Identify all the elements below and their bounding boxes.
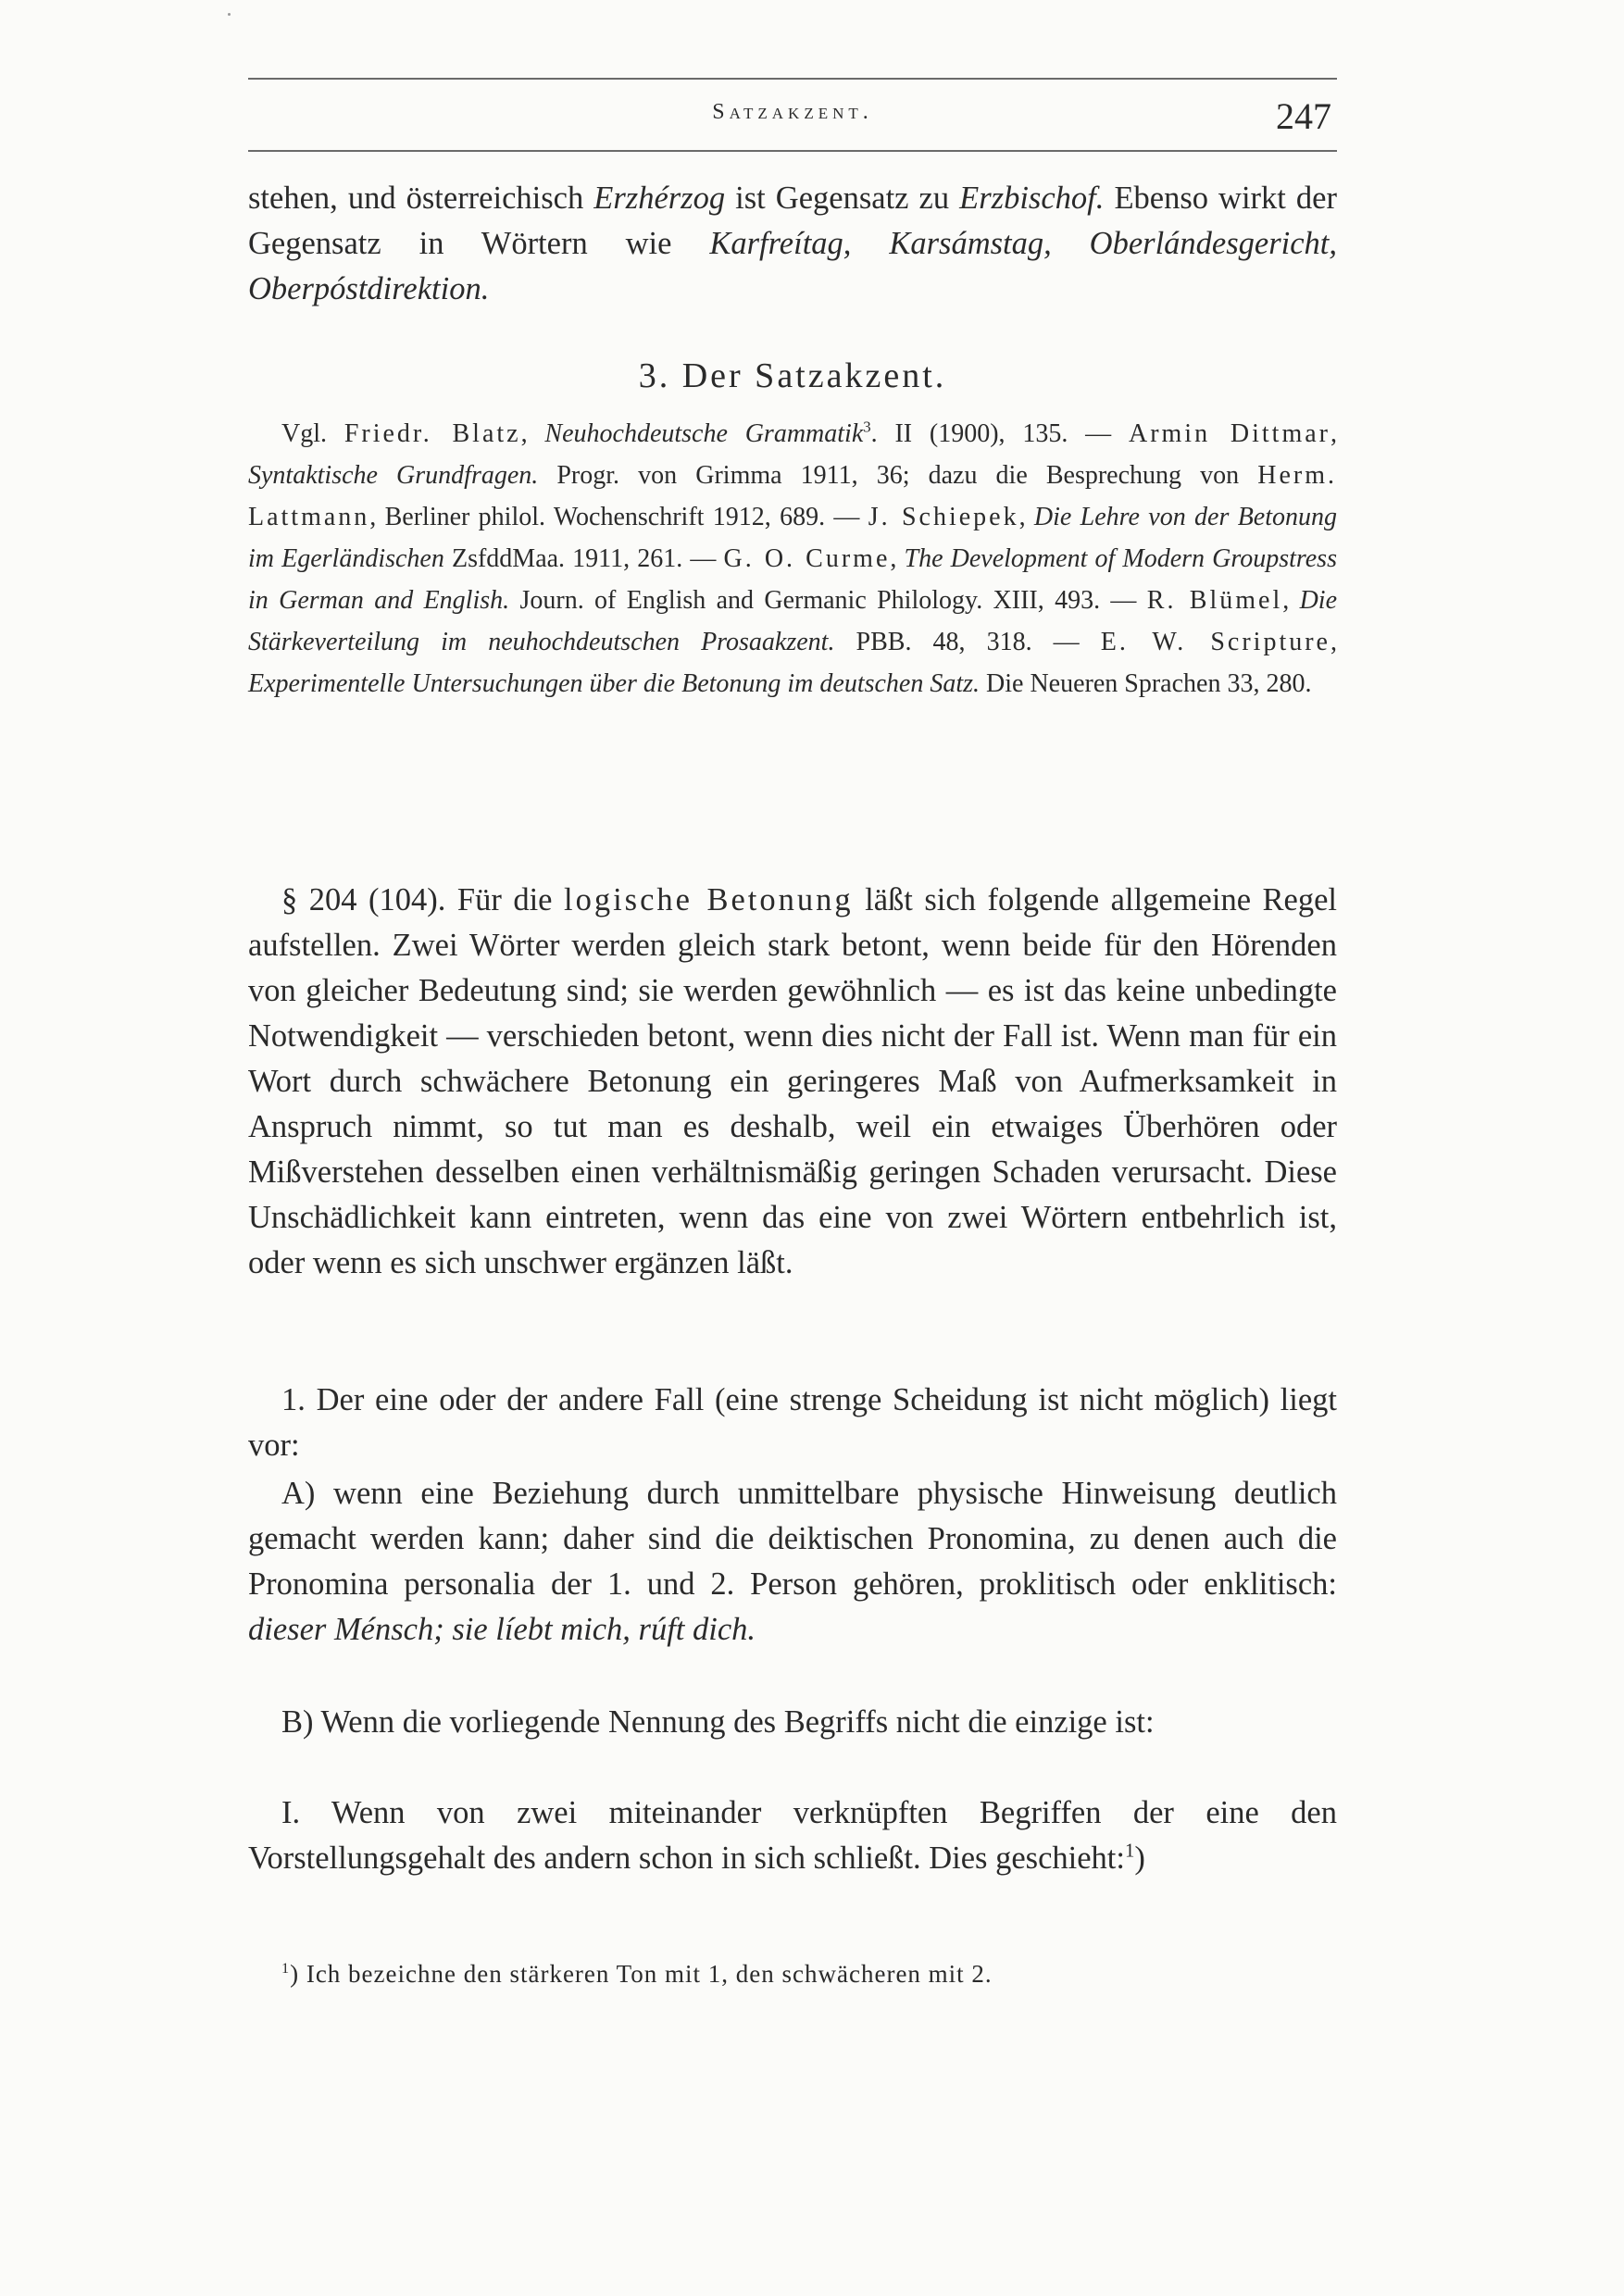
footnote-mark: 1 bbox=[281, 1960, 291, 1977]
paragraph-204 bbox=[248, 878, 1337, 1286]
paragraph-text: I. Wenn von zwei miteinander verknüpften Begriffen der eine den Vorstellungsgehalt des andern schon in sich schließt. Dies geschieht: bbox=[248, 1795, 1337, 1876]
scan-speck bbox=[228, 13, 231, 16]
ref-text: Die Neueren Sprachen 33, 280. bbox=[980, 669, 1312, 698]
example-words: Karfreítag, Karsámstag, Oberlándesgericht, Oberpóstdirektion. bbox=[248, 226, 1338, 306]
ref-title: Experimentelle Untersuchungen über die Betonung im deutschen Satz. bbox=[248, 669, 981, 698]
ref-text: ZsfddMaa. 1911, 261. — bbox=[443, 544, 724, 573]
ref-edition: 3 bbox=[863, 418, 871, 436]
paragraph-text: A) wenn eine Beziehung durch unmittelbare physische Hinweisung deutlich gemacht werden kann; daher sind die deiktischen Pronomina, zu denen auch die Pronomina personalia der 1. und 2. Person gehören, proklitisch oder enklitisch: bbox=[248, 1476, 1337, 1602]
example-word: Erzbischof. bbox=[959, 181, 1105, 216]
header-top-rule bbox=[248, 78, 1337, 80]
footnote-ref: 1 bbox=[1124, 1841, 1135, 1862]
ref-title: Syntaktische Grundfragen. bbox=[248, 461, 539, 490]
paragraph-text: B) Wenn die vorliegende Nennung des Begriffs nicht die einzige ist: bbox=[281, 1704, 1155, 1740]
ref-title: Neuhochdeutsche Grammatik bbox=[544, 419, 864, 448]
paragraph-text: § 204 (104). Für die bbox=[281, 882, 564, 917]
ref-text: , bbox=[1018, 503, 1034, 531]
footnote-text: ) Ich bezeichne den stärkeren Ton mit 1, den schwächeren mit 2. bbox=[290, 1960, 993, 1988]
header-bottom-rule bbox=[248, 150, 1337, 152]
ref-title: Die Stärkeverteilung im neuhochdeutschen Prosaakzent. bbox=[248, 586, 1338, 656]
paragraph-a bbox=[248, 1471, 1337, 1653]
ref-title: The Development of Modern Groupstress in German and English. bbox=[248, 544, 1337, 615]
carryover-text-3: Ebenso wirkt der Gegensatz in Wörtern wie bbox=[248, 181, 1337, 261]
ref-author: E. W. Scripture bbox=[1100, 628, 1330, 656]
carryover-text-1: stehen, und österreichisch bbox=[248, 181, 594, 216]
paragraph-text: ) bbox=[1134, 1841, 1145, 1876]
ref-text: Progr. von Grimma 1911, 36; dazu die Besprechung von bbox=[538, 461, 1258, 490]
ref-text: , bbox=[1330, 419, 1337, 448]
section-heading bbox=[248, 356, 1337, 396]
paragraph-b bbox=[248, 1700, 1337, 1745]
running-title: Satzakzent. bbox=[712, 100, 873, 124]
page-number: 247 bbox=[1276, 95, 1331, 137]
ref-text: Journ. of English and Germanic Philology. XIII, 493. — bbox=[509, 586, 1147, 615]
ref-author: J. Schiepek bbox=[868, 503, 1019, 531]
ref-text: , bbox=[890, 544, 905, 573]
references-block bbox=[248, 413, 1337, 705]
carryover-paragraph bbox=[248, 176, 1337, 312]
ref-author: Armin Dittmar bbox=[1128, 419, 1330, 448]
ref-text: . II (1900), 135. — bbox=[870, 419, 1129, 448]
spaced-term: logische Betonung bbox=[563, 882, 854, 917]
ref-author: R. Blümel bbox=[1146, 586, 1283, 615]
carryover-text-2: ist Gegensatz zu bbox=[725, 181, 960, 216]
ref-text: , bbox=[1282, 586, 1300, 615]
ref-author: G. O. Curme bbox=[723, 544, 891, 573]
ref-author: Friedr. Blatz bbox=[344, 419, 521, 448]
paragraph-1 bbox=[248, 1378, 1337, 1468]
running-head bbox=[248, 94, 1337, 141]
ref-text: PBB. 48, 318. — bbox=[834, 628, 1101, 656]
ref-title: Die Lehre von der Betonung im Egerländischen bbox=[248, 503, 1338, 573]
footnote bbox=[248, 1955, 1337, 1992]
ref-text: , bbox=[1330, 628, 1337, 656]
section-title: 3. Der Satzakzent. bbox=[638, 356, 947, 395]
paragraph-text: läßt sich folgende allgemeine Regel aufstellen. Zwei Wörter werden gleich stark betont, wenn beide für den Hörenden von gleicher Bedeutung sind; sie werden gewöhnlich — es ist das keine unbedingte Notwendigkeit — verschieden betont, wenn dies nicht der Fall ist. Wenn man für ein Wort durch schwächere Betonung ein geringeres Maß von Aufmerksamkeit in Anspruch nimmt, so tut man es deshalb, weil ein etwaiges Überhören oder Mißverstehen desselben einen verhältnismäßig geringen Schaden verursacht. Diese Unschädlichkeit kann eintreten, wenn das eine von zwei Wörtern entbehrlich ist, oder wenn es sich unschwer ergänzen läßt. bbox=[248, 882, 1337, 1280]
ref-text: , bbox=[520, 419, 545, 448]
example-words: dieser Ménsch; sie líebt mich, rúft dich. bbox=[248, 1612, 756, 1647]
paragraph-i bbox=[248, 1791, 1337, 1881]
ref-text: Vgl. bbox=[281, 419, 344, 448]
ref-text: , Berliner philol. Wochenschrift 1912, 689. — bbox=[369, 503, 868, 531]
example-word: Erzhérzog bbox=[593, 181, 726, 216]
paragraph-text: 1. Der eine oder der andere Fall (eine strenge Scheidung ist nicht möglich) liegt vor: bbox=[248, 1382, 1337, 1463]
ref-author: Herm. Lattmann bbox=[248, 461, 1337, 531]
